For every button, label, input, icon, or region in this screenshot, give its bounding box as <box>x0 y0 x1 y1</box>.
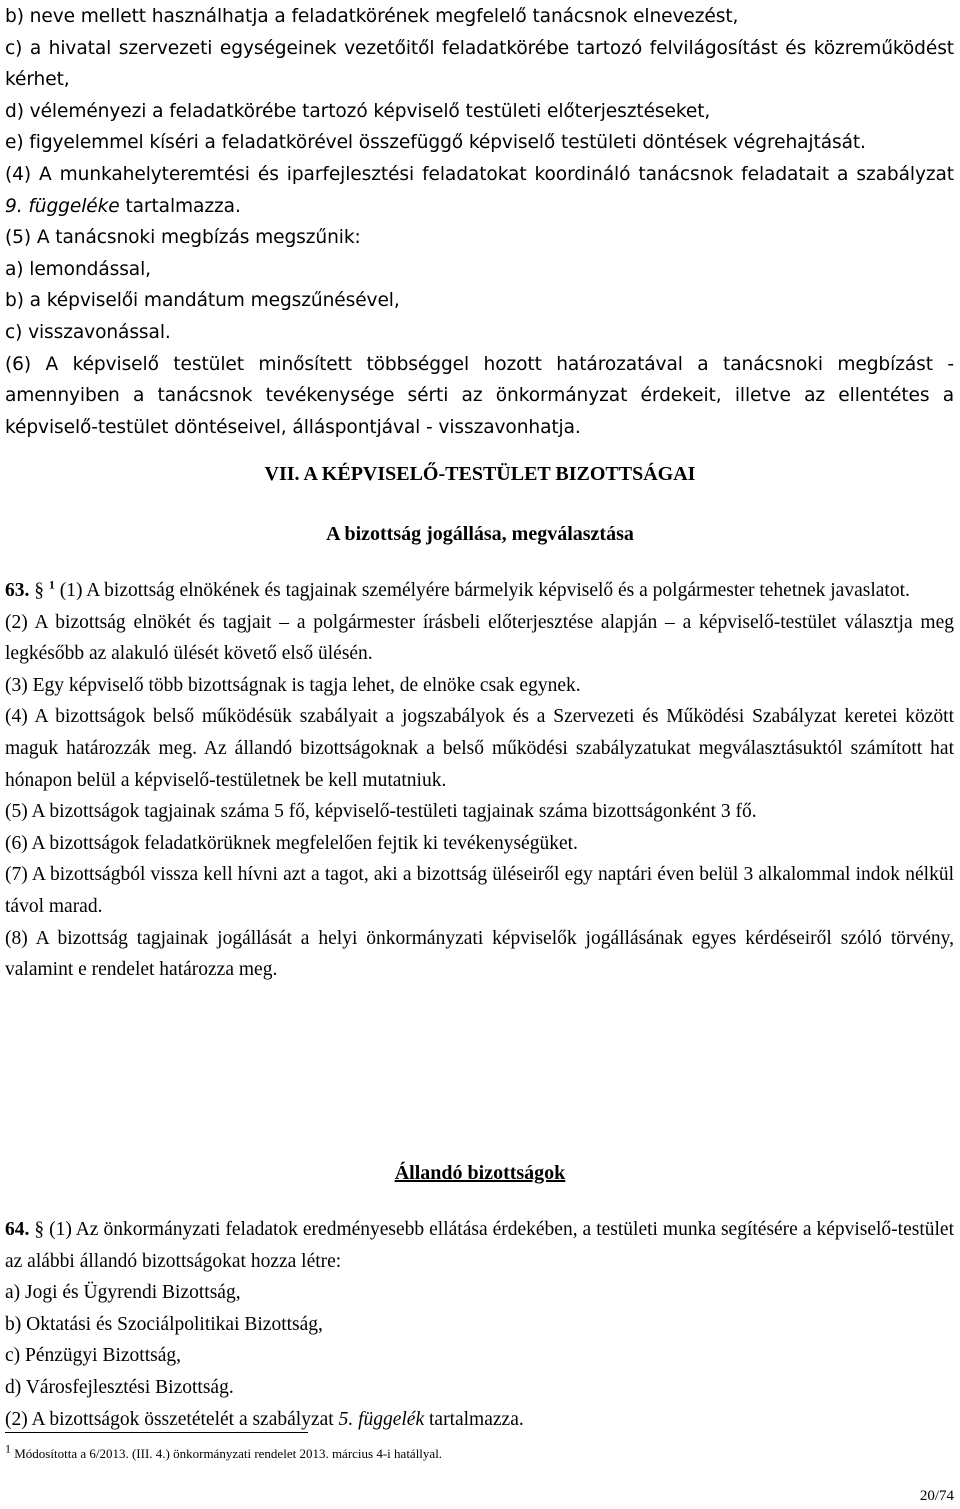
committee-item-b: b) Oktatási és Szociálpolitikai Bizottság, <box>5 1313 323 1335</box>
tanacsnok-section <box>5 0 954 443</box>
s64-paragraph-2: (2) A bizottságok összetételét a szabályzat 5. függelék tartalmazza. <box>5 1408 524 1430</box>
item-5a: a) lemondással, <box>5 258 151 280</box>
appendix-ref: 5. függelék <box>338 1408 425 1430</box>
s63-paragraph-6: (6) A bizottságok feladatkörüknek megfelelően fejtik ki tevékenységüket. <box>5 832 578 854</box>
page-number: 20/74 <box>919 1488 954 1504</box>
item-5b: b) a képviselői mandátum megszűnésével, <box>5 290 400 312</box>
footnote-separator <box>5 1432 308 1433</box>
item-e: e) figyelemmel kíséri a feladatkörével összefüggő képviselő testületi döntések végrehajtását. <box>5 132 866 154</box>
committee-item-c: c) Pénzügyi Bizottság, <box>5 1345 182 1367</box>
s63-paragraph-2: (2) A bizottság elnökét és tagjait – a polgármester írásbeli előterjesztése alapján – a képviselő-testület választja meg legkésőbb az alakuló ülését követő első ülésén. <box>5 611 954 665</box>
paragraph-5: (5) A tanácsnoki megbízás megszűnik: <box>5 227 361 249</box>
committee-item-a: a) Jogi és Ügyrendi Bizottság, <box>5 1282 241 1304</box>
s63-paragraph-4: (4) A bizottságok belső működésük szabályait a jogszabályok és a Szervezeti és Működési Szabályzat keretei között maguk határozzák meg. Az állandó bizottságoknak a belső működési szabályzatukat megválasztásuktól számított hat hónapon belül a képviselő-testületnek be kell mutatniuk. <box>5 706 954 791</box>
s63-paragraph-3: (3) Egy képviselő több bizottságnak is tagja lehet, de elnöke csak egynek. <box>5 674 581 696</box>
s64-paragraph-1: 64. § (1) Az önkormányzati feladatok eredményesebb ellátása érdekében, a testületi munka segítésére a képviselő-testület az alábbi állandó bizottságokat hozza létre: <box>5 1219 954 1272</box>
section-64 <box>5 1214 954 1435</box>
item-5c: c) visszavonással. <box>5 321 171 343</box>
s63-number: 63. <box>5 580 30 601</box>
paragraph-6: (6) A képviselő testület minősített többséggel hozott határozatával a tanácsnoki megbízást - amennyiben a tanácsnok tevékenysége sérti az önkormányzat érdekeit, illetve az ellentétes a képviselő-testület döntéseivel, álláspontjával - visszavonhatja. <box>5 353 954 438</box>
s63-paragraph-5: (5) A bizottságok tagjainak száma 5 fő, képviselő-testületi tagjainak száma bizottságonként 3 fő. <box>5 801 757 823</box>
footnote <box>5 1441 443 1462</box>
appendix-ref: 9. függeléke <box>5 195 120 217</box>
footnote-ref: 1 <box>48 577 55 592</box>
section-mark: § <box>34 1219 45 1240</box>
item-b: b) neve mellett használhatja a feladatkörének megfelelő tanácsnok elnevezést, <box>5 6 739 27</box>
section-63 <box>5 575 954 986</box>
section-title-legal-status: A bizottság jogállása, megválasztása <box>326 523 634 545</box>
chapter-title: VII. A KÉPVISELŐ-TESTÜLET BIZOTTSÁGAI <box>264 463 696 485</box>
footnote-number: 1 <box>5 1441 11 1456</box>
item-d: d) véleményezi a feladatkörébe tartozó képviselő testületi előterjesztéseket, <box>5 100 711 122</box>
footnote-text: Módosította a 6/2013. (III. 4.) önkormányzati rendelet 2013. március 4-i hatállyal. <box>11 1446 443 1461</box>
paragraph-4: (4) A munkahelyteremtési és iparfejlesztési feladatokat koordináló tanácsnok feladatait a szabályzat 9. függeléke tartalmazza. <box>5 163 954 217</box>
s63-paragraph-7: (7) A bizottságból vissza kell hívni azt a tagot, aki a bizottság üléseiről egy naptári éven belül 3 alkalommal indok nélkül távol marad. <box>5 864 954 917</box>
item-c: c) a hivatal szervezeti egységeinek vezetőitől feladatkörébe tartozó felvilágosítást és közreműködést kérhet, <box>5 37 954 91</box>
s64-number: 64. <box>5 1219 30 1240</box>
committee-item-d: d) Városfejlesztési Bizottság. <box>5 1376 234 1398</box>
section-title-standing-committees: Állandó bizottságok <box>394 1162 566 1184</box>
s63-paragraph-8: (8) A bizottság tagjainak jogállását a helyi önkormányzati képviselők jogállásának egyes kérdéseiről szóló törvény, valamint e rendelet határozza meg. <box>5 927 954 981</box>
section-mark: § <box>34 580 44 601</box>
s63-paragraph-1: 63. § $^1$ (1) A bizottság elnökének és tagjainak személyére bármelyik képviselő és a polgármester tehetnek javaslatot. <box>5 577 910 601</box>
